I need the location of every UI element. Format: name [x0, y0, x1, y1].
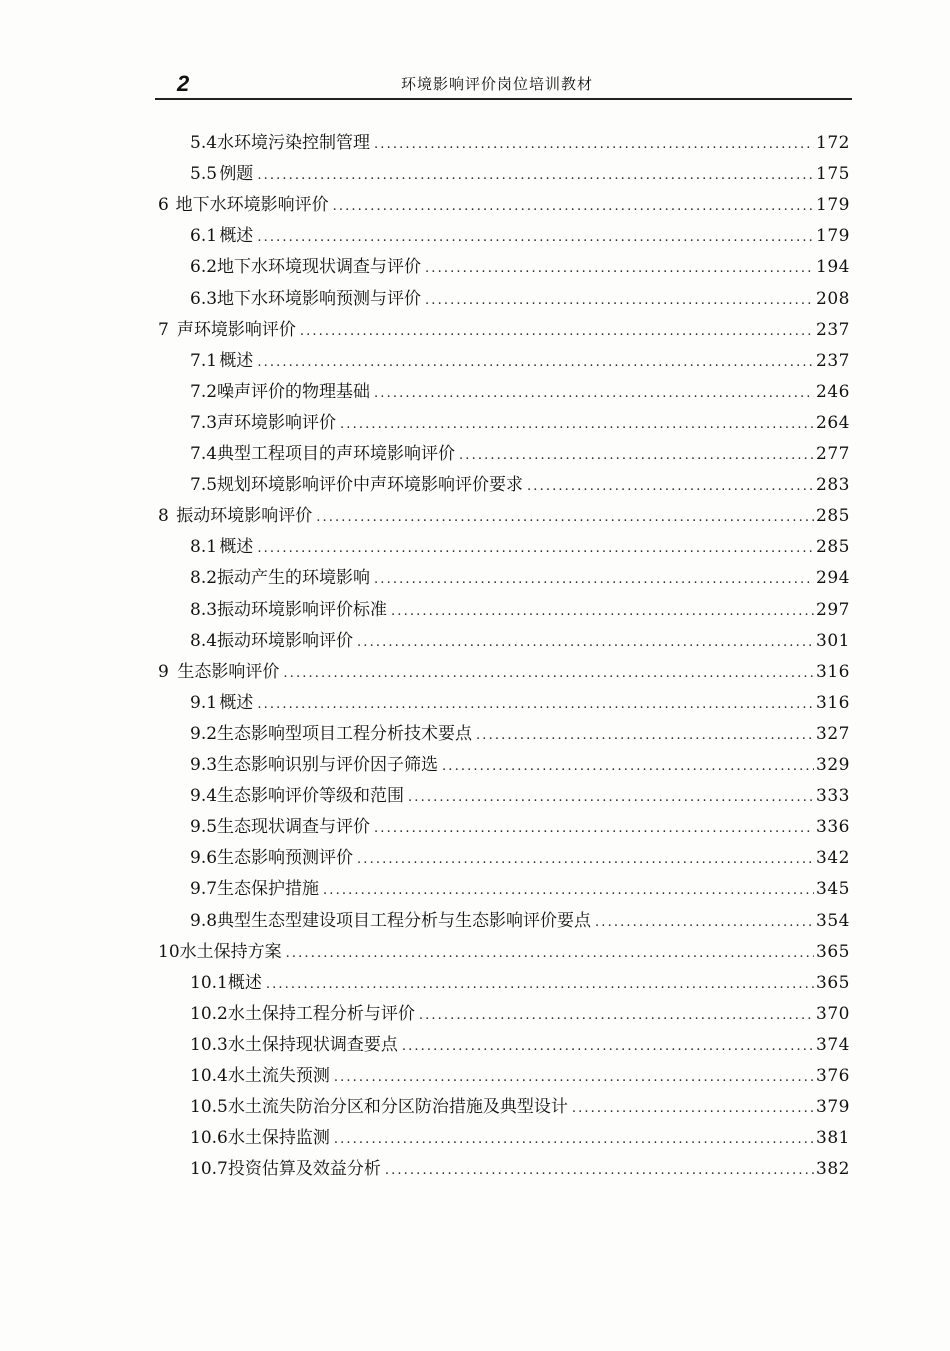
- toc-entry-title: 水土保持方案: [179, 941, 282, 962]
- toc-entry-title: 典型工程项目的声环境影响评价: [217, 444, 456, 464]
- toc-dot-leader: [374, 378, 814, 409]
- toc-entry-number: 10.7: [190, 1159, 228, 1180]
- toc-entry-page: 379: [816, 1097, 850, 1118]
- toc-entry-number: 8.3: [190, 599, 218, 620]
- toc-dot-leader: [340, 409, 814, 440]
- toc-dot-leader: [476, 720, 814, 751]
- toc-entry-page: 365: [816, 941, 850, 962]
- toc-entry-page: 316: [816, 661, 850, 682]
- toc-dot-leader: [419, 1000, 814, 1031]
- toc-entry-number: 10.1: [190, 972, 228, 993]
- toc-entry-number: 6.2: [190, 257, 218, 278]
- book-title: 环境影响评价岗位培训教材: [401, 75, 594, 93]
- toc-entry-title: 概述: [227, 972, 262, 993]
- toc-entry-number: 10.6: [190, 1128, 228, 1149]
- toc-dot-leader: [385, 1155, 814, 1186]
- toc-entry-title: 生态影响预测评价: [217, 848, 354, 869]
- toc-entry: [190, 968, 850, 999]
- toc-entry-title: 概述: [219, 537, 254, 558]
- toc-entry-title: 声环境影响评价: [176, 319, 296, 340]
- toc-entry-title: 概述: [219, 692, 254, 713]
- toc-entry: [190, 595, 850, 626]
- toc-entry-number: 6.1: [190, 226, 218, 247]
- toc-dot-leader: [333, 191, 814, 222]
- toc-entry-title: 振动环境影响评价: [217, 630, 354, 651]
- toc-entry-number: 5.5: [190, 164, 218, 185]
- toc-entry-title: 典型生态型建设项目工程分析与生态影响评价要点: [217, 910, 592, 931]
- toc-entry-number: 10.2: [190, 1003, 228, 1024]
- toc-entry: [190, 1123, 850, 1154]
- toc-entry-page: 370: [816, 1003, 850, 1024]
- toc-dot-leader: [357, 627, 814, 658]
- toc-entry: [190, 688, 850, 719]
- toc-entry-number: 10.4: [190, 1066, 228, 1086]
- toc-entry: [190, 812, 850, 843]
- toc-entry-page: 172: [816, 133, 850, 153]
- toc-dot-leader: [391, 596, 814, 627]
- toc-entry-title: 生态保护措施: [217, 879, 320, 900]
- toc-entry: [190, 719, 850, 750]
- toc-entry-number: 7.5: [190, 475, 218, 496]
- toc-entry-page: 376: [816, 1066, 850, 1086]
- toc-entry: [190, 128, 850, 159]
- toc-entry: [190, 470, 850, 501]
- toc-entry-number: 9.4: [190, 786, 218, 807]
- toc-entry: [190, 750, 850, 781]
- toc-entry-page: 329: [816, 755, 850, 775]
- toc-entry-title: 声环境影响评价: [217, 412, 337, 433]
- toc-dot-leader: [257, 222, 814, 253]
- toc-entry-title: 振动环境影响评价: [176, 506, 313, 527]
- toc-entry: [158, 315, 850, 346]
- toc-entry: [190, 781, 850, 812]
- toc-entry-page: 301: [816, 630, 850, 651]
- toc-entry: [190, 159, 850, 190]
- toc-entry-page: 374: [816, 1034, 850, 1055]
- toc-entry-title: 地下水环境影响评价: [175, 195, 329, 216]
- toc-entry-number: 7.4: [190, 444, 218, 464]
- toc-entry: [190, 906, 850, 937]
- toc-entry: [190, 1030, 850, 1061]
- toc-entry-number: 9: [158, 661, 169, 682]
- toc-dot-leader: [266, 969, 814, 1000]
- toc-dot-leader: [257, 347, 814, 378]
- toc-entry-title: 噪声评价的物理基础: [217, 381, 371, 402]
- toc-entry-page: 237: [816, 350, 850, 371]
- toc-entry: [190, 221, 850, 252]
- toc-entry-title: 生态影响评价等级和范围: [217, 786, 405, 807]
- toc-entry: [190, 408, 850, 439]
- toc-entry-page: 237: [816, 319, 850, 340]
- toc-entry-page: 194: [816, 257, 850, 278]
- toc-entry-page: 294: [816, 568, 850, 589]
- toc-entry-number: 7.1: [190, 350, 218, 371]
- toc-entry-number: 8.4: [190, 630, 218, 651]
- toc-dot-leader: [257, 689, 814, 720]
- toc-entry: [190, 252, 850, 283]
- toc-entry-page: 333: [816, 786, 850, 807]
- toc-entry-title: 生态影响型项目工程分析技术要点: [217, 723, 473, 744]
- toc-entry-number: 6.3: [190, 288, 218, 309]
- toc-entry-page: 246: [816, 381, 850, 402]
- toc-entry-number: 6: [158, 195, 169, 216]
- toc-entry: [190, 1154, 850, 1185]
- toc-entry: [190, 626, 850, 657]
- toc-dot-leader: [425, 285, 814, 316]
- toc-entry-page: 285: [816, 506, 850, 527]
- toc-entry-number: 7.2: [190, 381, 218, 402]
- toc-entry-number: 9.2: [190, 723, 218, 744]
- toc-dot-leader: [595, 907, 814, 938]
- toc-entry-number: 10.3: [190, 1034, 228, 1055]
- toc-entry-page: 342: [816, 848, 850, 869]
- toc-entry-title: 振动产生的环境影响: [217, 568, 371, 589]
- toc-entry: [190, 1061, 850, 1092]
- running-header: [155, 70, 852, 100]
- toc-entry: [190, 843, 850, 874]
- toc-entry-page: 345: [816, 879, 850, 900]
- toc-entry: [190, 999, 850, 1030]
- toc-entry-page: 327: [816, 723, 850, 744]
- toc-dot-leader: [257, 533, 814, 564]
- toc-entry: [158, 501, 850, 532]
- toc-entry-page: 208: [816, 288, 850, 309]
- toc-entry-number: 8.1: [190, 537, 218, 558]
- toc-entry-number: 9.7: [190, 879, 218, 900]
- toc-entry: [190, 874, 850, 905]
- toc-entry-page: 381: [816, 1128, 850, 1149]
- toc-entry-page: 365: [816, 972, 850, 993]
- toc-entry-number: 9.5: [190, 817, 218, 838]
- toc-entry-page: 285: [816, 537, 850, 558]
- toc-entry-page: 382: [816, 1159, 850, 1180]
- toc-entry-title: 水土流失防治分区和分区防治措施及典型设计: [227, 1097, 568, 1118]
- toc-entry-title: 水环境污染控制管理: [217, 133, 371, 153]
- toc-entry-number: 7: [158, 319, 169, 340]
- toc-entry-title: 振动环境影响评价标准: [217, 599, 388, 620]
- toc-entry: [158, 190, 850, 221]
- toc-dot-leader: [425, 253, 814, 284]
- toc-entry-number: 9.1: [190, 692, 218, 713]
- toc-entry-number: 9.8: [190, 910, 218, 931]
- toc-dot-leader: [334, 1062, 814, 1093]
- toc-dot-leader: [442, 751, 814, 782]
- toc-entry-number: 5.4: [190, 133, 218, 153]
- toc-entry-title: 投资估算及效益分析: [227, 1159, 381, 1180]
- toc-entry: [190, 377, 850, 408]
- toc-entry-page: 336: [816, 817, 850, 838]
- toc-entry-title: 生态影响评价: [177, 661, 280, 682]
- toc-entry-page: 297: [816, 599, 850, 620]
- toc-entry: [190, 439, 850, 470]
- toc-entry-title: 水土保持工程分析与评价: [227, 1003, 415, 1024]
- toc-dot-leader: [374, 564, 814, 595]
- toc-dot-leader: [459, 440, 814, 471]
- toc-entry-title: 地下水环境现状调查与评价: [217, 257, 422, 278]
- toc-entry-title: 生态现状调查与评价: [217, 817, 371, 838]
- toc-entry: [190, 346, 850, 377]
- toc-entry-title: 概述: [219, 350, 254, 371]
- toc-dot-leader: [323, 875, 814, 906]
- toc-entry-title: 地下水环境影响预测与评价: [217, 288, 422, 309]
- toc-entry-title: 水土保持监测: [227, 1128, 330, 1149]
- toc-entry-page: 277: [816, 444, 850, 464]
- toc-entry: [190, 1092, 850, 1123]
- toc-entry-page: 283: [816, 475, 850, 496]
- toc-dot-leader: [408, 782, 814, 813]
- toc-entry-number: 8: [158, 506, 169, 527]
- toc-entry-page: 316: [816, 692, 850, 713]
- page-number: 2: [177, 71, 190, 96]
- toc-entry-title: 概述: [219, 226, 254, 247]
- toc-entry-number: 10.5: [190, 1097, 228, 1118]
- toc-entry-number: 10: [158, 941, 180, 962]
- toc-entry-title: 例题: [219, 164, 254, 185]
- toc-entry-number: 7.3: [190, 412, 218, 433]
- toc-dot-leader: [257, 160, 814, 191]
- toc-entry: [190, 563, 850, 594]
- toc-dot-leader: [527, 471, 814, 502]
- toc-entry-title: 规划环境影响评价中声环境影响评价要求: [217, 475, 524, 496]
- toc-dot-leader: [334, 1124, 814, 1155]
- toc-entry-page: 354: [816, 910, 850, 931]
- toc-entry-number: 8.2: [190, 568, 218, 589]
- toc-dot-leader: [300, 316, 814, 347]
- toc-dot-leader: [374, 129, 814, 160]
- toc-entry-page: 175: [816, 164, 850, 185]
- toc-entry: [158, 657, 850, 688]
- toc-entry: [190, 284, 850, 315]
- toc-entry: [190, 532, 850, 563]
- toc-entry-number: 9.6: [190, 848, 218, 869]
- toc-dot-leader: [283, 658, 814, 689]
- toc-entry-title: 水土保持现状调查要点: [227, 1034, 398, 1055]
- toc-dot-leader: [572, 1093, 814, 1124]
- toc-dot-leader: [374, 813, 814, 844]
- toc-dot-leader: [286, 938, 814, 969]
- toc-entry-title: 生态影响识别与评价因子筛选: [217, 755, 439, 775]
- toc-dot-leader: [357, 844, 814, 875]
- toc-dot-leader: [402, 1031, 814, 1062]
- toc-entry-title: 水土流失预测: [227, 1066, 330, 1086]
- toc-entry: [158, 937, 850, 968]
- toc-entry-page: 179: [816, 226, 850, 247]
- toc-entry-page: 264: [816, 412, 850, 433]
- toc-dot-leader: [316, 502, 814, 533]
- toc-entry-page: 179: [816, 195, 850, 216]
- toc-entry-number: 9.3: [190, 755, 218, 775]
